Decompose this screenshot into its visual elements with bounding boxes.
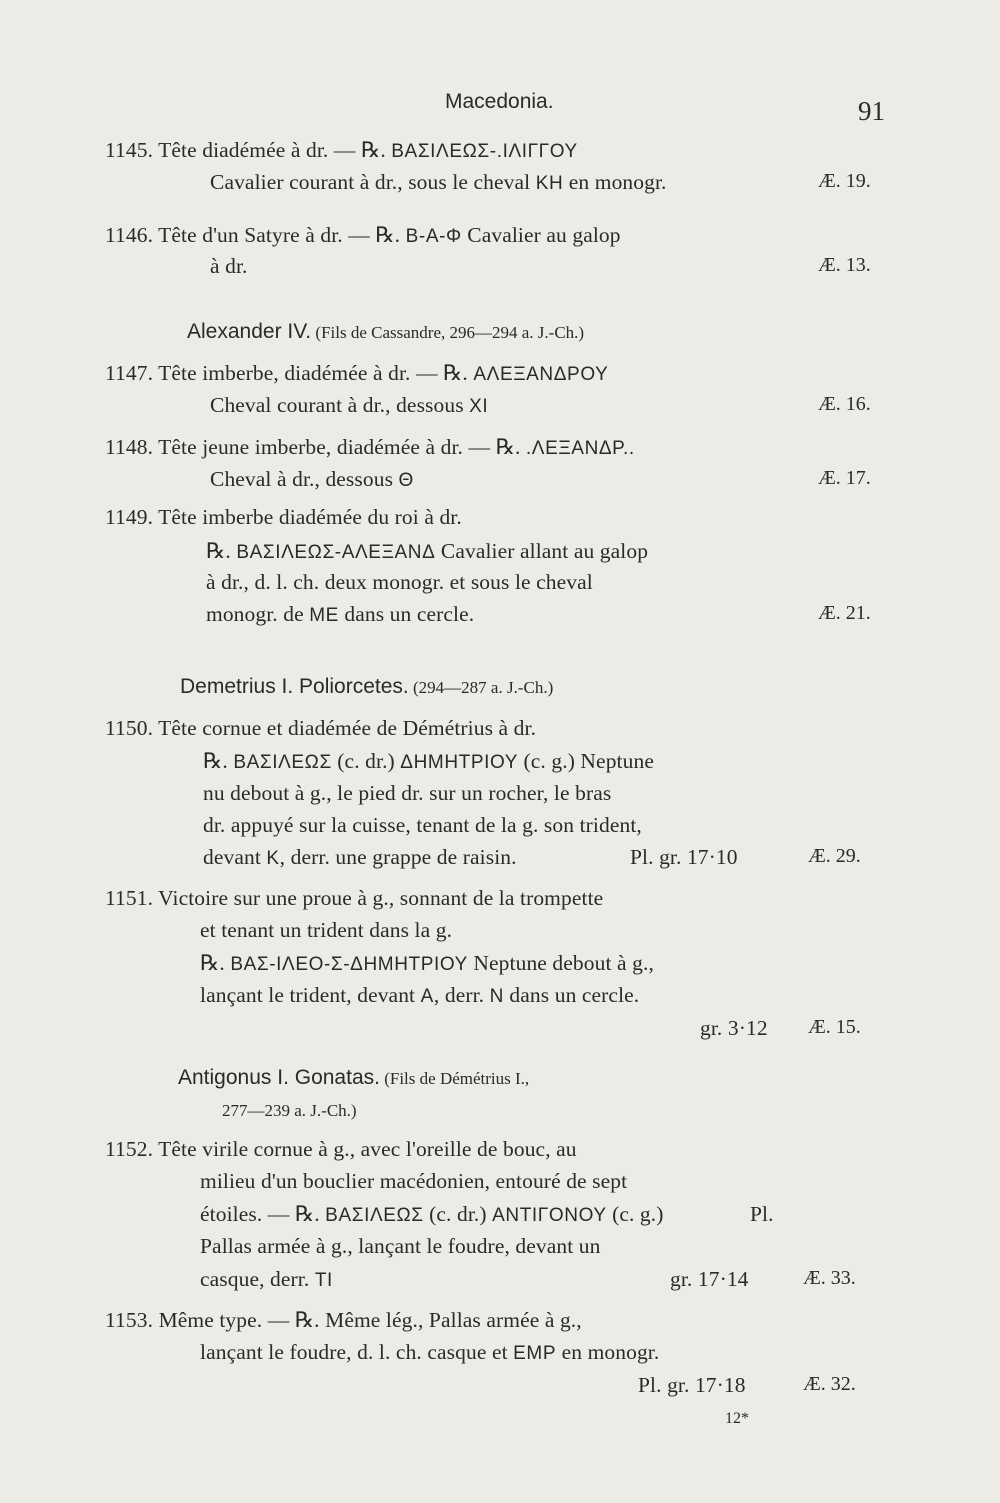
metal-size: Æ. 29. (808, 845, 861, 867)
entry-text: étoiles. — ℞. (200, 1202, 326, 1226)
entry-text: Neptune debout à g., (467, 951, 654, 975)
greek-legend: XI (469, 396, 489, 417)
running-header: Macedonia. (445, 90, 554, 113)
entry-line (203, 813, 642, 838)
metal-size: Æ. 33. (803, 1267, 856, 1289)
greek-legend: ΒΑΣΙΛΕΩΣ (233, 752, 332, 773)
entry-line (105, 1308, 582, 1333)
entry-line (206, 539, 648, 564)
entry-line (203, 749, 654, 774)
entry-text: Cheval courant à dr., dessous (210, 393, 470, 417)
weight-reference: Pl. gr. 17·10 (630, 845, 738, 869)
greek-legend: ΒΑΣΙΛΕΩΣ (325, 1205, 424, 1226)
entry-number: 1145. (105, 138, 159, 162)
entry-text: lançant le trident, devant (200, 983, 421, 1007)
entry-line (203, 781, 611, 806)
ruler-name: Alexander IV. (187, 320, 312, 343)
ruler-dates: (Fils de Cassandre, 296—294 a. J.-Ch.) (311, 323, 585, 342)
entry-text: Tête cornue et diadémée de Démétrius à dr. (158, 716, 537, 740)
entry-text: Tête diadémée à dr. — ℞. (158, 138, 392, 162)
section-heading (178, 1065, 529, 1090)
entry-line (200, 1340, 659, 1365)
entry-text: milieu d'un bouclier macédonien, entouré de sept (200, 1169, 628, 1193)
greek-legend: ΒΑΣ-ΙΛΕΟ-Σ-ΔΗΜΗΤΡΙΟΥ (230, 954, 468, 975)
entry-text: casque, derr. (200, 1267, 315, 1291)
weight-reference: gr. 17·14 (670, 1267, 749, 1291)
weight-reference: gr. 3·12 (700, 1016, 768, 1040)
entry-text: nu debout à g., le pied dr. sur un rocher, le bras (203, 781, 612, 805)
entry-text: en monogr. (556, 1340, 660, 1364)
metal-size: Æ. 15. (808, 1016, 861, 1038)
entry-line (105, 435, 635, 460)
entry-text: (c. g.) Neptune (518, 749, 654, 773)
entry-text: (c. dr.) (331, 749, 401, 773)
entry-number: 1151. (105, 886, 159, 910)
entry-line (210, 393, 488, 418)
entry-text: Tête d'un Satyre à dr. — ℞. (158, 223, 406, 247)
entry-number: 1146. (105, 223, 159, 247)
entry-number: 1150. (105, 716, 159, 740)
greek-legend: .ΛΕΞΑΝΔΡ.. (525, 438, 635, 459)
entry-text: dans un cercle. (338, 602, 475, 626)
metal-size: Æ. 16. (818, 393, 871, 415)
section-heading (187, 319, 584, 344)
signature-mark: 12* (725, 1410, 749, 1427)
entry-line (206, 602, 474, 627)
greek-legend: TI (314, 1270, 333, 1291)
metal-size: Æ. 17. (818, 467, 871, 489)
entry-number: 1153. (105, 1308, 159, 1332)
metal-size: Æ. 13. (818, 254, 871, 276)
entry-text: Tête virile cornue à g., avec l'oreille de bouc, au (158, 1137, 577, 1161)
entry-number: 1149. (105, 505, 159, 529)
greek-legend: B-A-Φ (405, 226, 462, 247)
ruler-dates: 277—239 a. J.-Ch.) (222, 1101, 357, 1120)
greek-legend: Θ (398, 470, 414, 491)
entry-line (210, 170, 667, 195)
entry-line (210, 254, 248, 279)
entry-line (210, 467, 414, 492)
weight-reference: Pl. gr. 17·18 (638, 1373, 746, 1397)
greek-legend: A (420, 986, 434, 1007)
ruler-dates: (Fils de Démétrius I., (379, 1069, 530, 1088)
greek-legend: K (266, 848, 280, 869)
entry-text: ℞. (206, 539, 237, 563)
entry-text: Tête jeune imberbe, diadémée à dr. — ℞. (158, 435, 526, 459)
ruler-name: Demetrius I. Poliorcetes. (180, 675, 409, 698)
entry-text: (c. g.) (606, 1202, 664, 1226)
entry-text: en monogr. (563, 170, 667, 194)
entry-number: 1152. (105, 1137, 159, 1161)
greek-legend: ΑΝΤΙΓΟΝΟΥ (492, 1205, 607, 1226)
ruler-dates: (294—287 a. J.-Ch.) (408, 678, 554, 697)
entry-line (200, 983, 639, 1008)
entry-text: , derr. une grappe de raisin. (279, 845, 517, 869)
entry-text: devant (203, 845, 267, 869)
entry-line (200, 1202, 664, 1227)
entry-line (200, 1234, 601, 1259)
entry-line (105, 716, 536, 741)
metal-size: Æ. 19. (818, 170, 871, 192)
entry-line (200, 1169, 627, 1194)
greek-legend: EMP (513, 1343, 557, 1364)
entry-number: 1148. (105, 435, 159, 459)
entry-line (200, 951, 654, 976)
metal-size: Æ. 21. (818, 602, 871, 624)
greek-legend: ΔΗΜΗΤΡΙΟΥ (400, 752, 519, 773)
entry-text: Tête imberbe diadémée du roi à dr. (158, 505, 462, 529)
entry-text: dr. appuyé sur la cuisse, tenant de la g. son trident, (203, 813, 642, 837)
page-number: 91 (858, 96, 885, 126)
entry-line (105, 138, 578, 163)
entry-text: , derr. (433, 983, 490, 1007)
weight-reference: Pl. (750, 1202, 774, 1226)
entry-text: Victoire sur une proue à g., sonnant de la trompette (158, 886, 604, 910)
entry-text: et tenant un trident dans la g. (200, 918, 453, 942)
entry-text: Cavalier au galop (461, 223, 621, 247)
entry-text: ℞. (203, 749, 234, 773)
greek-legend: ΒΑΣΙΛΕΩΣ-ΑΛΕΞΑΝΔ (236, 542, 436, 563)
greek-legend: N (489, 986, 504, 1007)
entry-text: lançant le foudre, d. l. ch. casque et (200, 1340, 514, 1364)
entry-line (206, 570, 593, 595)
ruler-name: Antigonus I. Gonatas. (178, 1066, 380, 1089)
entry-line (105, 886, 603, 911)
entry-text: Pallas armée à g., lançant le foudre, devant un (200, 1234, 601, 1258)
entry-text: à dr., d. l. ch. deux monogr. et sous le cheval (206, 570, 593, 594)
entry-text: (c. dr.) (423, 1202, 493, 1226)
entry-line (200, 1267, 333, 1292)
entry-text: Cavalier allant au galop (435, 539, 649, 563)
entry-line (203, 845, 517, 870)
entry-line (105, 505, 462, 530)
entry-text: à dr. (210, 254, 248, 278)
entry-text: Même type. — ℞. Même lég., Pallas armée à g., (158, 1308, 582, 1332)
greek-legend: ΒΑΣΙΛΕΩΣ-.ΙΛΙΓΓΟΥ (391, 141, 578, 162)
greek-legend: KH (535, 173, 564, 194)
entry-text: dans un cercle. (503, 983, 640, 1007)
entry-text: Tête imberbe, diadémée à dr. — ℞. (158, 361, 474, 385)
entry-line (200, 918, 452, 943)
entry-text: monogr. de (206, 602, 310, 626)
entry-number: 1147. (105, 361, 159, 385)
entry-line (105, 223, 621, 248)
entry-text: Cheval à dr., dessous (210, 467, 399, 491)
greek-legend: ΑΛΕΞΑΝΔΡΟΥ (473, 364, 609, 385)
entry-text: Cavalier courant à dr., sous le cheval (210, 170, 536, 194)
section-heading (180, 674, 553, 699)
metal-size: Æ. 32. (803, 1373, 856, 1395)
greek-legend: ME (309, 605, 339, 626)
entry-line (105, 1137, 577, 1162)
entry-text: ℞. (200, 951, 231, 975)
section-heading (222, 1097, 357, 1121)
entry-line (105, 361, 608, 386)
